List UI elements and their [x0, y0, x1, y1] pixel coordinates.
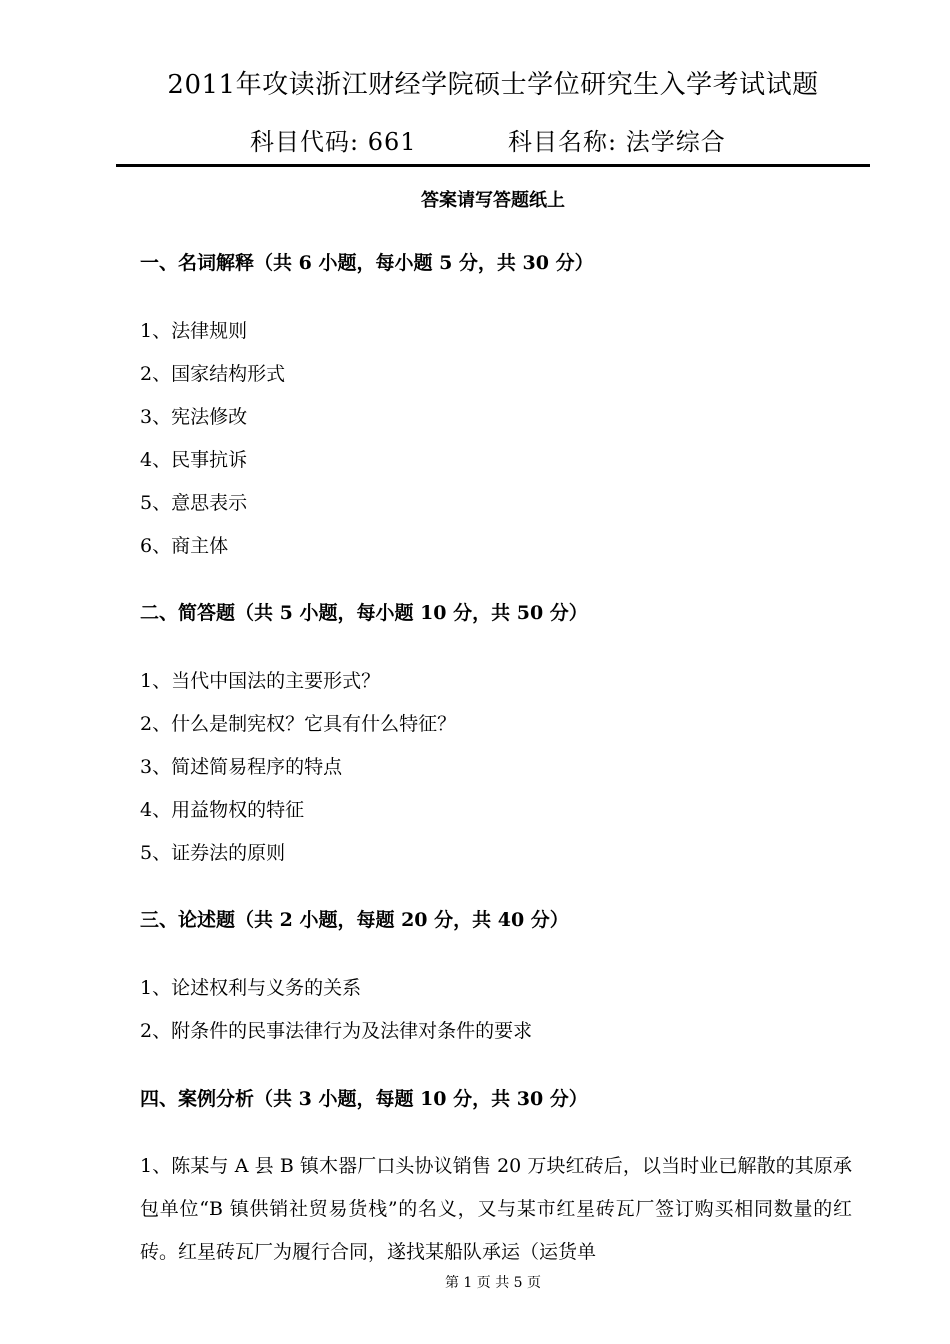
- question-item: 1、当代中国法的主要形式？: [140, 670, 381, 692]
- section-heading: 一、名词解释（共 6 小题，每小题 5 分，共 30 分）: [140, 252, 594, 274]
- header-divider: [116, 164, 870, 167]
- question-item: 4、民事抗诉: [140, 449, 248, 471]
- answer-note: 答案请写答题纸上: [421, 190, 565, 211]
- question-item: 3、简述简易程序的特点: [140, 756, 343, 778]
- question-item: 1、论述权利与义务的关系: [140, 977, 362, 999]
- exam-title: 2011年攻读浙江财经学院硕士学位研究生入学考试试题: [167, 70, 819, 100]
- question-item: 2、附条件的民事法律行为及法律对条件的要求: [140, 1020, 533, 1042]
- section-heading: 二、简答题（共 5 小题，每小题 10 分，共 50 分）: [140, 602, 588, 624]
- section-heading: 四、案例分析（共 3 小题，每题 10 分，共 30 分）: [140, 1088, 588, 1110]
- question-item: 6、商主体: [140, 535, 229, 557]
- case-paragraph: 1、陈某与 A 县 B 镇木器厂口头协议销售 20 万块红砖后，以当时业已解散的其原承包单位“B 镇供销社贸易货栈”的名义，又与某市红星砖瓦厂签订购买相同数量的红砖。红星砖瓦厂为履行合同，遂找某船队承运（运货单: [140, 1155, 852, 1263]
- question-item: 4、用益物权的特征: [140, 799, 305, 821]
- question-item: 2、什么是制宪权？它具有什么特征？: [140, 713, 457, 735]
- page-footer: 第 1 页 共 5 页: [444, 1275, 542, 1291]
- question-item: 5、意思表示: [140, 492, 248, 514]
- section-heading: 三、论述题（共 2 小题，每题 20 分，共 40 分）: [140, 909, 569, 931]
- question-item: 3、宪法修改: [140, 406, 248, 428]
- question-item: 5、证券法的原则: [140, 842, 286, 864]
- question-item: 2、国家结构形式: [140, 363, 286, 385]
- subject-code: 科目代码: 661: [250, 128, 417, 156]
- question-item: 1、法律规则: [140, 320, 248, 342]
- subject-name: 科目名称: 法学综合: [508, 128, 726, 156]
